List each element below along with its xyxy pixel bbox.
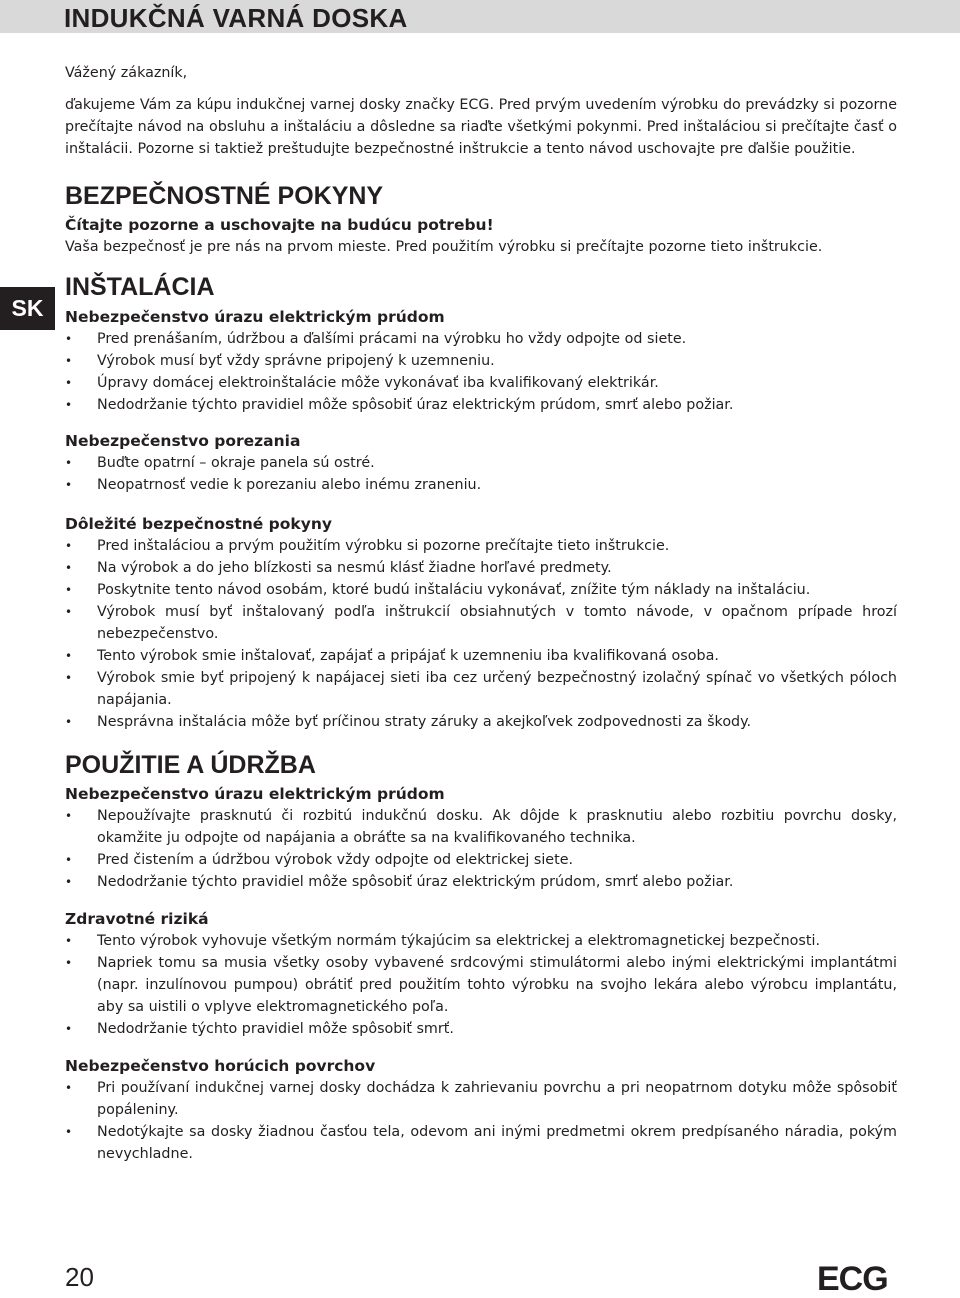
list-item: • Nedodržanie týchto pravidiel môže spôsobiť úraz elektrickým prúdom, smrť alebo požiar. bbox=[65, 871, 897, 893]
list-item: • Tento výrobok smie inštalovať, zapájať a pripájať k uzemneniu iba kvalifikovaná osoba. bbox=[65, 645, 897, 667]
list-item: • Pred inštaláciou a prvým použitím výrobku si pozorne prečítajte tieto inštrukcie. bbox=[65, 535, 897, 557]
install-group-title: Nebezpečenstvo porezania bbox=[65, 432, 301, 450]
usage-list-electric bbox=[65, 805, 897, 893]
list-item: • Pri používaní indukčnej varnej dosky dochádza k zahrievaniu povrchu a pri neopatrnom dotyku môže spôsobiť popáleniny. bbox=[65, 1077, 897, 1121]
page-number: 20 bbox=[65, 1262, 94, 1292]
list-item: • Nedodržanie týchto pravidiel môže spôsobiť smrť. bbox=[65, 1018, 897, 1040]
list-item: • Výrobok musí byť inštalovaný podľa inštrukcií obsiahnutých v tomto návode, v opačnom prípade hrozí nebezpečenstvo. bbox=[65, 601, 897, 645]
usage-group-title: Zdravotné riziká bbox=[65, 910, 209, 928]
safety-title: BEZPEČNOSTNÉ POKYNY bbox=[65, 182, 384, 210]
greeting: Vážený zákazník, bbox=[65, 65, 188, 81]
language-tab: SK bbox=[0, 287, 55, 330]
install-list-important bbox=[65, 535, 897, 733]
list-item: • Poskytnite tento návod osobám, ktoré budú inštaláciu vykonávať, znížite tým náklady na inštaláciu. bbox=[65, 579, 897, 601]
list-item: • Nedotýkajte sa dosky žiadnou časťou tela, odevom ani inými predmetmi okrem predpísaného náradia, pokým nevychladne. bbox=[65, 1121, 897, 1165]
usage-list-hot-surfaces bbox=[65, 1077, 897, 1165]
brand-logo: ECG bbox=[817, 1260, 888, 1298]
page-title: INDUKČNÁ VARNÁ DOSKA bbox=[64, 3, 408, 33]
list-item: • Výrobok musí byť vždy správne pripojený k uzemneniu. bbox=[65, 350, 897, 372]
install-list-electric bbox=[65, 328, 897, 416]
list-item: • Výrobok smie byť pripojený k napájacej sieti iba cez určený bezpečnostný izolačný spínač vo všetkých póloch napájania. bbox=[65, 667, 897, 711]
safety-subtitle: Čítajte pozorne a uschovajte na budúcu potrebu! bbox=[65, 216, 494, 234]
list-item: • Nesprávna inštalácia môže byť príčinou straty záruky a akejkoľvek zodpovednosti za škody. bbox=[65, 711, 897, 733]
safety-text: Vaša bezpečnosť je pre nás na prvom mieste. Pred použitím výrobku si prečítajte pozorne tieto inštrukcie. bbox=[65, 239, 823, 255]
installation-title: INŠTALÁCIA bbox=[65, 273, 215, 301]
list-item: • Úpravy domácej elektroinštalácie môže vykonávať iba kvalifikovaný elektrikár. bbox=[65, 372, 897, 394]
list-item: • Nedodržanie týchto pravidiel môže spôsobiť úraz elektrickým prúdom, smrť alebo požiar. bbox=[65, 394, 897, 416]
list-item: • Pred prenášaním, údržbou a ďalšími prácami na výrobku ho vždy odpojte od siete. bbox=[65, 328, 897, 350]
install-list-cuts bbox=[65, 452, 897, 496]
document-content bbox=[65, 62, 897, 1165]
list-item: • Nepoužívajte prasknutú či rozbitú indukčnú dosku. Ak dôjde k prasknutiu alebo rozbitiu povrchu dosky, okamžite ju odpojte od napájania a obráťte sa na kvalifikovaného technika. bbox=[65, 805, 897, 849]
list-item: • Neopatrnosť vedie k porezaniu alebo inému zraneniu. bbox=[65, 474, 897, 496]
install-group-title: Nebezpečenstvo úrazu elektrickým prúdom bbox=[65, 308, 445, 326]
usage-list-health bbox=[65, 930, 897, 1040]
header-bar bbox=[0, 0, 960, 33]
install-group-title: Dôležité bezpečnostné pokyny bbox=[65, 515, 332, 533]
usage-group-title: Nebezpečenstvo úrazu elektrickým prúdom bbox=[65, 785, 445, 803]
list-item: • Napriek tomu sa musia všetky osoby vybavené srdcovými stimulátormi alebo inými elektrickými implantátmi (napr. inzulínovou pumpou) obrátiť pred použitím tohto výrobku na svojho lekára alebo výrobcu implantátu, aby sa uistili o vplyve elektromagnetického poľa. bbox=[65, 952, 897, 1018]
usage-group-title: Nebezpečenstvo horúcich povrchov bbox=[65, 1057, 376, 1075]
list-item: • Tento výrobok vyhovuje všetkým normám týkajúcim sa elektrickej a elektromagnetickej bezpečnosti. bbox=[65, 930, 897, 952]
intro-paragraph: ďakujeme Vám za kúpu indukčnej varnej dosky značky ECG. Pred prvým uvedením výrobku do prevádzky si pozorne prečítajte návod na obsluhu a inštaláciu a dôsledne sa riaďte všetkými pokynmi. Pred inštaláciou si prečítajte časť o inštalácii. Pozorne si taktiež preštudujte bezpečnostné inštrukcie a tento návod uschovajte pre ďalšie použitie. bbox=[65, 97, 897, 157]
usage-title: POUŽITIE A ÚDRŽBA bbox=[65, 751, 316, 779]
list-item: • Na výrobok a do jeho blízkosti sa nesmú klásť žiadne horľavé predmety. bbox=[65, 557, 897, 579]
list-item: • Pred čistením a údržbou výrobok vždy odpojte od elektrickej siete. bbox=[65, 849, 897, 871]
list-item: • Buďte opatrní – okraje panela sú ostré. bbox=[65, 452, 897, 474]
